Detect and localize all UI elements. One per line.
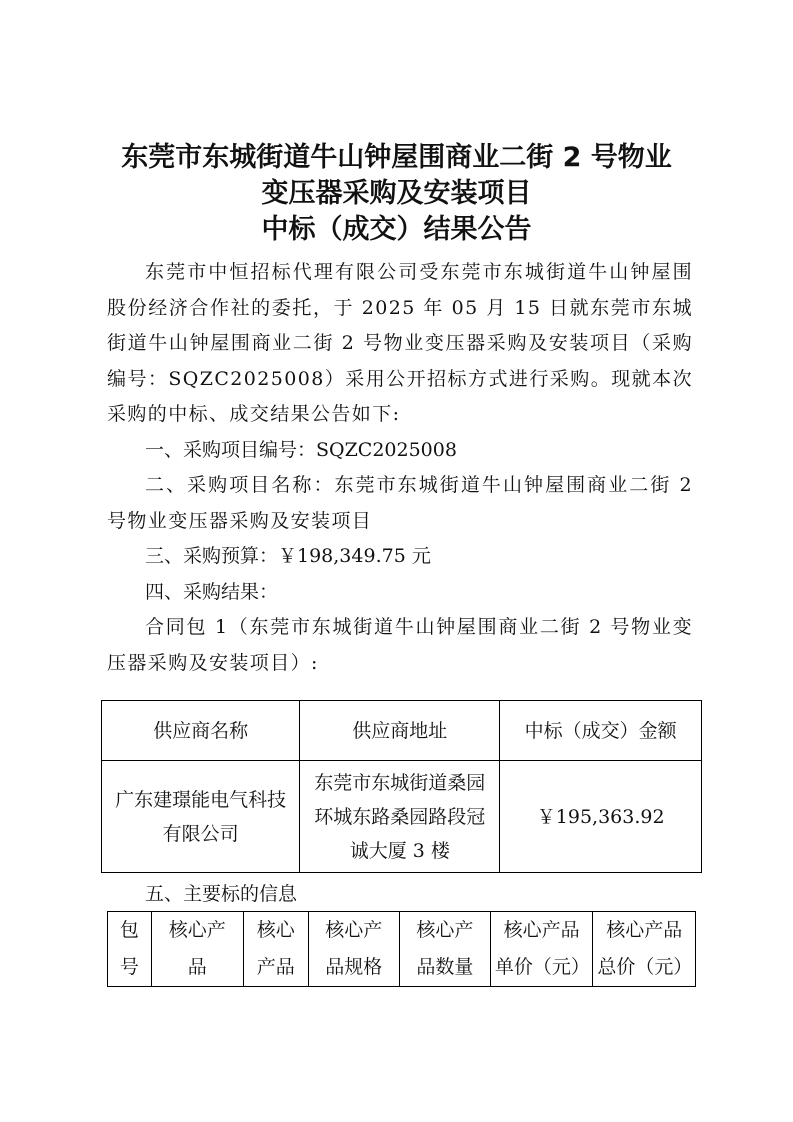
header-core-product-spec: 核心产品规格 xyxy=(308,912,399,987)
table-header-row xyxy=(108,912,696,987)
section-project-number: 一、采购项目编号：SQZC2025008 xyxy=(145,438,457,461)
section-budget: 三、采购预算：￥198,349.75 元 xyxy=(145,545,431,567)
main-items-table xyxy=(107,911,696,987)
supplier-address: 东莞市东城街道桑园环城东路桑园路段冠诚大厦 3 楼 xyxy=(300,761,500,873)
table-row xyxy=(102,761,702,873)
supplier-name: 广东建璟能电气科技有限公司 xyxy=(102,761,300,873)
section-result: 四、采购结果： xyxy=(145,580,279,603)
page-title-line-3: 中标（成交）结果公告 xyxy=(261,214,532,245)
header-award-amount: 中标（成交）金额 xyxy=(500,701,702,761)
header-supplier-name: 供应商名称 xyxy=(102,701,300,761)
header-package-number: 包号 xyxy=(108,912,152,987)
result-table xyxy=(101,700,702,873)
page-title-line-1: 东莞市东城街道牛山钟屋围商业二街 2 号物业 xyxy=(121,142,672,173)
table-header-row xyxy=(102,701,702,761)
announcement-body xyxy=(107,255,693,681)
header-core-product: 核心产品 xyxy=(151,912,243,987)
award-amount: ￥195,363.92 xyxy=(500,761,702,873)
section-project-name: 二、采购项目名称：东莞市东城街道牛山钟屋围商业二街 2 号物业变压器采购及安装项目 xyxy=(107,474,693,532)
header-core-product-total-price: 核心产品总价（元） xyxy=(593,912,696,987)
intro-paragraph: 东莞市中恒招标代理有限公司受东莞市东城街道牛山钟屋围股份经济合作社的委托，于 2025 年 05 月 15 日就东莞市东城街道牛山钟屋围商业二街 2 号物业变压器采购及安装项目（采购编号：SQZC2025008）采用公开招标方式进行采购。现就本次采购的中标、成交结果公告如下: xyxy=(107,261,693,425)
page-title-line-2: 变压器采购及安装项目 xyxy=(261,178,532,209)
header-core-product-2: 核心产品 xyxy=(243,912,308,987)
section-main-items: 五、主要标的信息 xyxy=(145,883,298,905)
header-core-product-unit-price: 核心产品单价（元） xyxy=(490,912,593,987)
header-supplier-address: 供应商地址 xyxy=(300,701,500,761)
contract-package: 合同包 1（东莞市东城街道牛山钟屋围商业二街 2 号物业变压器采购及安装项目）: xyxy=(107,616,693,674)
header-core-product-quantity: 核心产品数量 xyxy=(399,912,490,987)
